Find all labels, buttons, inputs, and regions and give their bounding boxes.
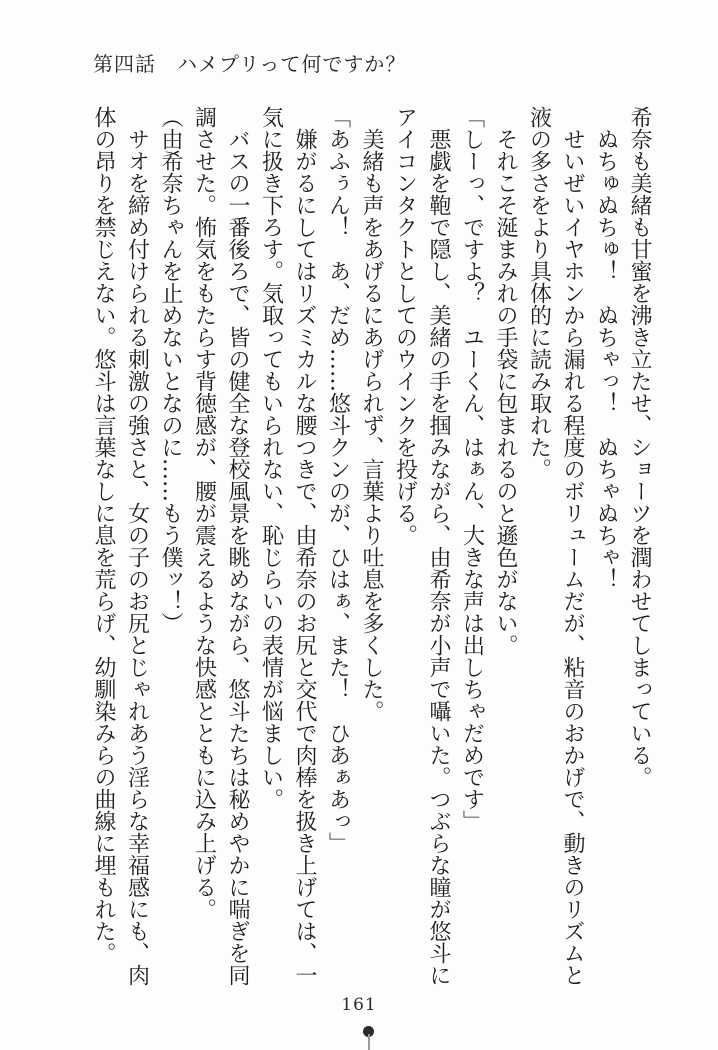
text-column: 「あふぅん！ あ、だめ……悠斗クンのが、ひはぁ、また！ ひあぁあっ」 [325,106,351,854]
text-column: アイコンタクトとしてのウインクを投げる。 [392,106,418,546]
chapter-header: 第四話 ハメプリって何ですか？ [93,52,407,76]
dot-marker-stem [368,1034,370,1050]
text-column: 「しーっ、ですよ？ ユーくん、はぁん、大きな声は出しちゃだめです」 [459,106,485,832]
page-number: 161 [341,995,377,1015]
text-column: 気に扱き下ろす。気取ってもいられない、恥じらいの表情が悩ましい。 [258,106,284,810]
body-text [87,106,657,1006]
text-column: 調させた。怖気をもたらす背徳感が、腰が震えるような快感とともに込み上げる。 [191,106,217,920]
text-column: せいぜいイヤホンから漏れる程度のボリュームだが、粘音のおかげで、動きのリズムと [560,106,585,986]
text-column: 美緒も声をあげるにあげられず、言葉より吐息を多くした。 [359,106,384,722]
text-column: 悪戯を鞄で隠し、美緒の手を掴みながら、由希奈が小声で囁いた。つぶらな瞳が悠斗に [426,106,451,986]
text-column: それこそ涎まみれの手袋に包まれるのと遜色がない。 [493,106,518,656]
text-column: ぬちゅぬちゅ！ ぬちゃっ！ ぬちゃぬちゃ！ [593,106,619,590]
text-column: 嫌がるにしてはリズミカルな腰つきで、由希奈のお尻と交代で肉棒を扱き上げては、一 [292,106,317,986]
text-column: 希奈も美緒も甘蜜を沸き立たせ、ショーツを潤わせてしまっている。 [627,106,652,788]
text-column: （由希奈ちゃんを止めないとなのに……もう僕ッ！） [158,106,183,634]
text-column: バスの一番後ろで、皆の健全な登校風景を眺めながら、悠斗たちは秘めやかに喘ぎを同 [225,106,250,986]
text-column: 体の昂りを禁じえない。悠斗は言葉なしに息を荒らげ、幼馴染みらの曲線に埋もれた。 [91,106,116,964]
text-column: サオを締め付けられる刺激の強さと、女の子のお尻とじゃれあう淫らな幸福感にも、肉 [124,106,150,986]
text-column: 液の多さをより具体的に読み取れた。 [526,106,552,480]
